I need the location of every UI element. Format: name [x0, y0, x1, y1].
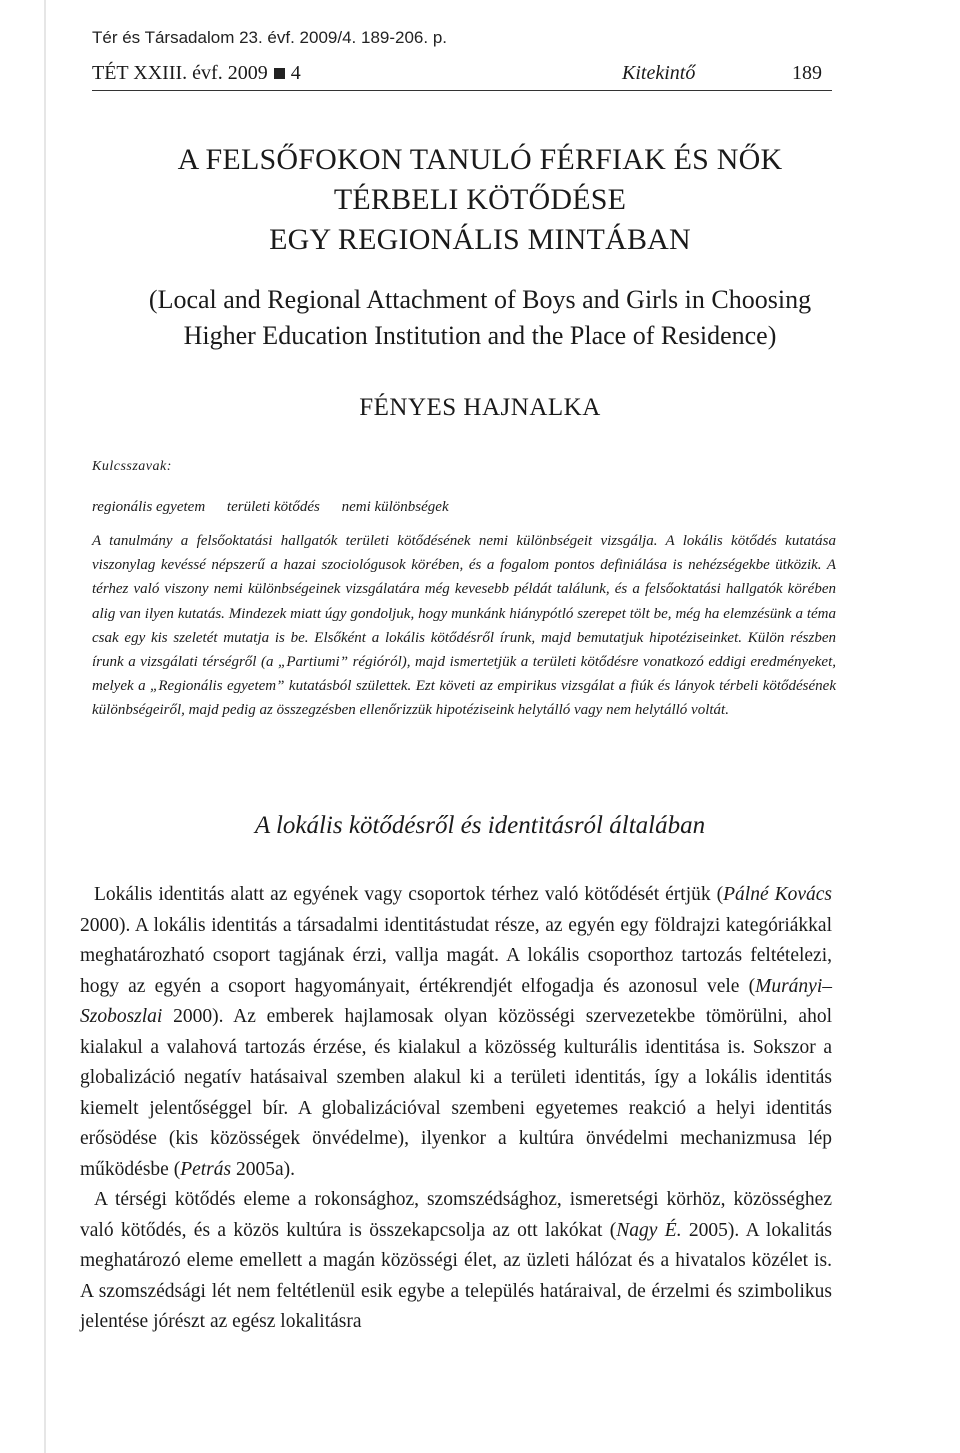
paragraph — [80, 880, 832, 1185]
square-bullet-icon — [274, 68, 285, 79]
keyword: területi kötődés — [226, 499, 320, 515]
cited-author: Murányi–Szoboszlai — [80, 975, 832, 1027]
text-run: 2005). A lokalitás meghatározó eleme emellett a magán közösségi élet, az üzleti hálózat és a hivatalos közélet is. A szomszédsági lét nem feltétlenül esik egybe a település határaival, de érzelmi és szimbolikus jelentése jórészt az egész lokalitásra — [80, 1219, 833, 1332]
keywords-list — [92, 499, 467, 516]
text-run: Lokális identitás alatt az egyének vagy csoportok térhez való kötődését értjük ( — [94, 884, 724, 905]
title-line: TÉRBELI KÖTŐDÉSE — [333, 183, 627, 216]
subtitle-line: (Local and Regional Attachment of Boys and Girls in Choosing — [148, 285, 812, 314]
running-header — [92, 62, 832, 91]
keywords-label: Kulcsszavak: — [92, 459, 172, 474]
journal-name: TÉT XXIII. évf. 2009 — [92, 62, 268, 84]
author-name: FÉNYES HAJNALKA — [359, 394, 601, 421]
text-run: 2000). Az emberek hajlamosak olyan közösségi szervezetekbe tömörülni, ahol kialakul a valahová tartozás érzése, és kialakul a közösség kulturális identitása is. Sokszor a globalizáció negatív hatásaival szemben alakul ki a területi identitás, így a lokális identitás kiemelt jelentőséggel bír. A globalizációval szembeni egyetemes reakció a helyi identitás erősödése (kis közösségek önvédelme), ilyenkor a kultúra önvédelmi mechanizmusa lép működésbe ( — [80, 1006, 832, 1180]
body-text — [80, 880, 832, 1338]
abstract: A tanulmány a felsőoktatási hallgatók területi kötődésének nemi különbségeit vizsgálja. A lokális kötődés kutatása viszonylag kevéssé népszerű a hazai szociológusok körében, és a fogalom pontos definiálása is nehézségekbe ütközik. A térhez való viszony nemi különbségeinek vizsgálatára még kevesebb példát találunk, és a felsőoktatási hallgatók körében alig van ilyen kutatás. Mindezek miatt úgy gondoljuk, hogy munkánk hiánypótló szerepet tölt be, még ha elemzésünk a téma csak egy kis szeletét mutatja is be. Elsőként a lokális kötődésről írunk, majd bemutatjuk hipotéziseinket. Külön részben írunk a vizsgálati térségről (a „Partiumi” régióról), majd ismertetjük a területi kötődésre vonatkozó eddigi eredményeket, melyek a „Regionális egyetem” kutatásból születtek. Ezt követi az empirikus vizsgálat a fiúk és lányok térbeli kötődésének különbségeiről, majd pedig az összegzésben ellenőrizzük hipotéziseink helytálló vagy nem helytálló voltát. — [92, 533, 836, 719]
page-number: 189 — [792, 62, 822, 84]
journal-volume — [92, 62, 301, 85]
article-title — [60, 140, 900, 260]
cited-author: Petrás — [180, 1158, 232, 1180]
scan-margin-line — [44, 0, 46, 1453]
english-subtitle — [60, 282, 900, 354]
section-label: Kitekintő — [622, 62, 696, 84]
keyword: nemi különbségek — [341, 499, 449, 515]
title-line: A FELSŐFOKON TANULÓ FÉRFIAK ÉS NŐK — [177, 143, 783, 176]
title-line: EGY REGIONÁLIS MINTÁBAN — [269, 223, 691, 256]
section-heading: A lokális kötődésről és identitásról általában — [254, 812, 706, 839]
cited-author: Pálné Kovács — [723, 884, 832, 905]
text-run: 2000). A lokális identitás a társadalmi identitástudat része, az egyén egy földrajzi kategóriákkal meghatározható csoport tagjának érzi, vallja magát. A lokális csoporthoz tartozás feltételezi, hogy az egyén a csoport hagyományait, értékrendjét elfogadja és azonosul vele ( — [80, 914, 832, 997]
keyword: regionális egyetem — [92, 499, 206, 515]
text-run: 2005a). — [231, 1158, 296, 1180]
journal-citation: Tér és Társadalom 23. évf. 2009/4. 189-206. p. — [92, 28, 448, 47]
issue-number: 4 — [290, 62, 301, 84]
text-run: A térségi kötődés eleme a rokonsághoz, szomszédsághoz, ismeretségi körhöz, közösséghez való kötődés, és a közös kultúra is összekapcsolja az ott lakókat ( — [80, 1189, 832, 1241]
cited-author: Nagy É. — [616, 1219, 682, 1241]
paragraph — [80, 1185, 832, 1338]
subtitle-line: Higher Education Institution and the Place of Residence) — [183, 321, 777, 350]
